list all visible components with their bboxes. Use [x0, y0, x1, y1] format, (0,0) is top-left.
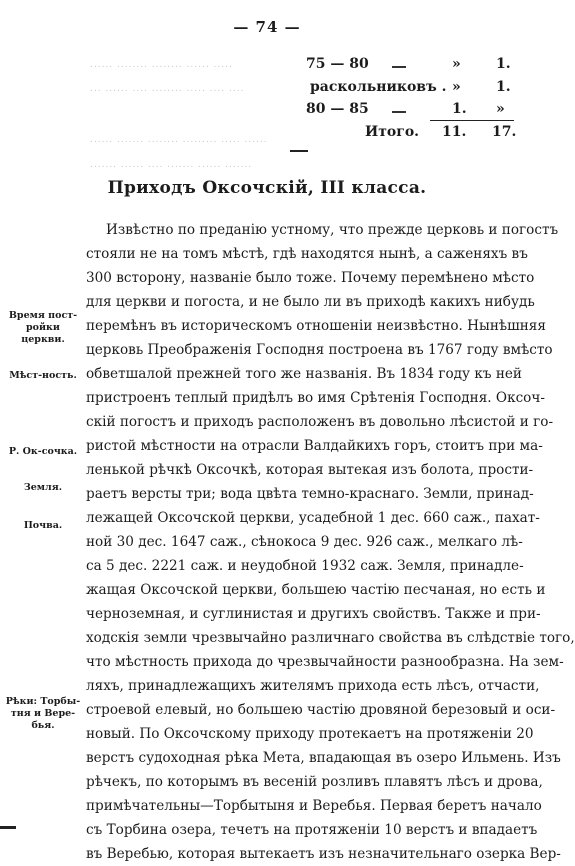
text-line: ходскія земли чрезвычайно различнаго свойства въ слѣдствіе того, — [86, 630, 575, 646]
text-line: церковь Преображенія Господня построена въ 1767 году вмѣсто — [86, 342, 553, 358]
faint-bleed-line-4: ....... ...... .... ....... ...... ....... — [90, 160, 253, 170]
margin-note-river: Р. Ок-сочка. — [8, 446, 78, 457]
total-value-2: 17. — [492, 124, 517, 140]
faint-bleed-line-3: ...... ....... ........ ......... ..... ...... — [90, 135, 268, 145]
text-line: стояли не на томъ мѣстѣ, гдѣ находятся нынѣ, а саженяхъ въ — [86, 246, 528, 262]
text-line: въ Веребью, которая вытекаетъ изъ незначительнаго озерка Вер- — [86, 846, 561, 862]
text-line: новый. По Оксочскому приходу протекаетъ на протяженіи 20 — [86, 726, 534, 742]
table-row-label: 75 — 80 — [306, 56, 369, 72]
text-line: ляхъ, принадлежащихъ жителямъ прихода есть лѣсъ, отчасти, — [86, 678, 540, 694]
text-line: ной 30 дес. 1647 саж., сѣнокоса 9 дес. 926 саж., мелкаго лѣ- — [86, 534, 523, 550]
table-cell: » — [452, 79, 461, 95]
text-line: ристой мѣстности на отрасли Валдайкихъ горъ, стоитъ при ма- — [86, 438, 543, 454]
margin-note-land: Земля. — [23, 482, 63, 493]
total-value-1: 11. — [442, 124, 467, 140]
text-line: пристроенъ теплый придѣлъ во имя Срѣтенія Господня. Оксоч- — [86, 390, 545, 406]
text-line: са 5 дес. 2221 саж. и неудобной 1932 саж. Земля, принадле- — [86, 558, 524, 574]
table-cell: 1. — [452, 101, 467, 117]
faint-bleed-line-1: ...... ........ ........ ...... ..... — [90, 60, 233, 70]
table-cell: » — [452, 56, 461, 72]
margin-note-soil: Почва. — [23, 520, 63, 531]
text-line: рѣчекъ, по которымъ въ весеній розливъ плавятъ лѣсъ и дрова, — [86, 774, 543, 790]
sum-rule — [430, 120, 514, 121]
text-line: для церкви и погоста, и не было ли въ приходѣ какихъ нибудь — [86, 294, 535, 310]
text-line: обветшалой прежней того же названія. Въ 1834 году къ ней — [86, 366, 522, 382]
text-line: верстъ судоходная рѣка Мета, впадающая въ озеро Ильмень. Изъ — [86, 750, 561, 766]
table-cell: » — [496, 101, 505, 117]
text-line: скій погостъ и приходъ расположенъ въ довольно лѣсистой и го- — [86, 414, 554, 430]
faint-bleed-line-2: ... ...... .... ........ ..... .... .... — [90, 84, 245, 94]
table-cell: 1. — [496, 56, 511, 72]
text-line: примѣчательны—Торбытыня и Веребья. Первая беретъ начало — [86, 798, 542, 814]
table-leader-dash — [392, 111, 406, 113]
total-label: Итого. — [365, 124, 420, 140]
text-line: что мѣстность прихода до чрезвычайности разнообразна. На зем- — [86, 654, 564, 670]
text-line: лежащей Оксочской церкви, усадебной 1 дес. 660 саж., пахат- — [86, 510, 540, 526]
page-edge-mark — [0, 826, 16, 829]
margin-note-rivers: Рѣки: Торбы-тня и Вере-бья. — [5, 696, 81, 731]
table-row-label: 80 — 85 — [306, 101, 369, 117]
text-line: раетъ версты три; вода цвѣта темно-краснаго. Земли, принад- — [86, 486, 534, 502]
text-line: съ Торбина озера, течетъ на протяженіи 10 верстъ и впадаетъ — [86, 822, 538, 838]
text-line: жащая Оксочской церкви, большею частію песчаная, но есть и — [86, 582, 546, 598]
table-cell: 1. — [496, 79, 511, 95]
text-line: 300 всторону, названіе было тоже. Почему перемѣнено мѣсто — [86, 270, 535, 286]
text-line: Извѣстно по преданію устному, что прежде церковь и погостъ — [106, 222, 559, 238]
separator-rule — [290, 150, 308, 152]
table-row-label: раскольниковъ . — [310, 79, 447, 95]
table-leader-dash — [392, 66, 406, 68]
text-line: перемѣнъ въ историческомъ отношеніи неизвѣстно. Нынѣшняя — [86, 318, 546, 334]
section-title: Приходъ Оксочскій, III класса. — [107, 178, 427, 198]
margin-note-locality: Мѣст-ность. — [9, 370, 77, 381]
text-line: строевой елевый, но большею частію дровяной березовый и оси- — [86, 702, 556, 718]
text-line: ленькой рѣчкѣ Оксочкѣ, которая вытекая изъ болота, прости- — [86, 462, 534, 478]
text-line: черноземная, и суглинистая и другихъ свойствъ. Также и при- — [86, 606, 541, 622]
margin-note-construction: Время пост-ройки церкви. — [8, 310, 78, 345]
page-number: — 74 — — [233, 18, 301, 36]
